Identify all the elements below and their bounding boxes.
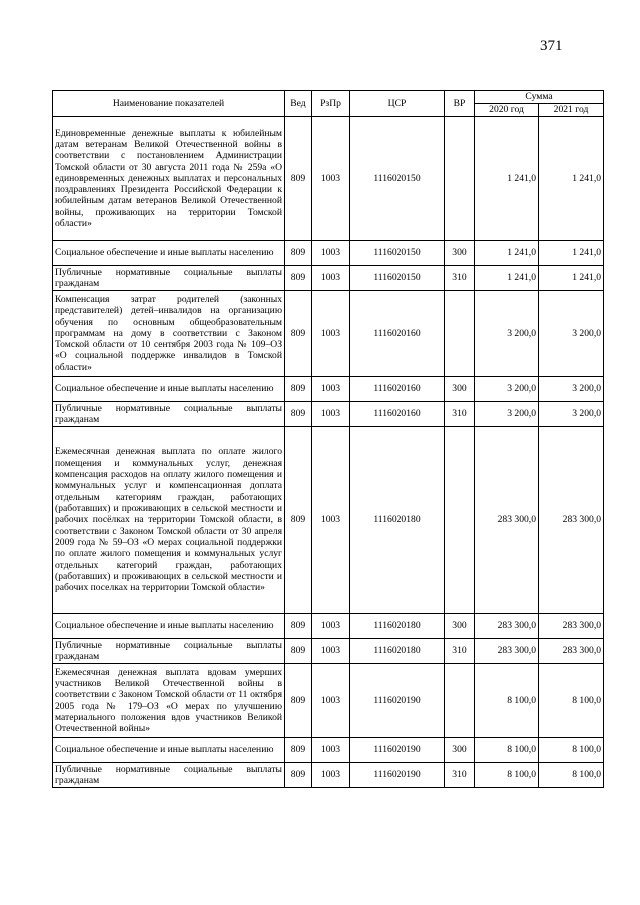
row-2020: 8 100,0 <box>475 664 539 738</box>
row-2020: 3 200,0 <box>475 291 539 377</box>
row-ved: 809 <box>285 241 312 266</box>
row-vr: 300 <box>445 738 475 763</box>
row-name: Публичные нормативные социальные выплаты гражданам <box>53 266 285 291</box>
table-row <box>53 763 604 788</box>
row-ved: 809 <box>285 614 312 639</box>
row-name: Публичные нормативные социальные выплаты гражданам <box>53 402 285 427</box>
row-rzpr: 1003 <box>312 738 350 763</box>
row-csr: 1116020160 <box>350 402 445 427</box>
row-2020: 1 241,0 <box>475 117 539 241</box>
row-vr <box>445 427 475 614</box>
row-name: Социальное обеспечение и иные выплаты населению <box>53 614 285 639</box>
row-2021: 8 100,0 <box>539 763 604 788</box>
row-vr: 300 <box>445 377 475 402</box>
row-rzpr: 1003 <box>312 266 350 291</box>
page-number: 371 <box>540 38 563 54</box>
row-vr: 310 <box>445 402 475 427</box>
row-name: Ежемесячная денежная выплата вдовам умерших участников Великой Отечественной войны в соответствии с Законом Томской области от 11 октября 2005 года № 179–ОЗ «О мерах по улучшению материального положения вдов участников Великой Отечественной войны» <box>53 664 285 738</box>
row-csr: 1116020190 <box>350 664 445 738</box>
row-2021: 1 241,0 <box>539 117 604 241</box>
row-2020: 3 200,0 <box>475 377 539 402</box>
row-2021: 1 241,0 <box>539 241 604 266</box>
row-2021: 3 200,0 <box>539 291 604 377</box>
row-2020: 283 300,0 <box>475 639 539 664</box>
row-2020: 1 241,0 <box>475 241 539 266</box>
header-ved: Вед <box>285 91 312 117</box>
row-2021: 8 100,0 <box>539 738 604 763</box>
row-csr: 1116020150 <box>350 117 445 241</box>
row-rzpr: 1003 <box>312 427 350 614</box>
row-ved: 809 <box>285 291 312 377</box>
row-name: Единовременные денежные выплаты к юбилейным датам ветеранам Великой Отечественной войны в соответствии с постановлением Администрации Томской области от 30 августа 2011 года № 259а «О единовременных денежных выплатах и персональных поздравлениях Президента Российской Федерации к юбилейным датам ветеранов Великой Отечественной войны, проживающих на территории Томской области» <box>53 117 285 241</box>
row-vr: 310 <box>445 639 475 664</box>
header-name: Наименование показателей <box>53 91 285 117</box>
row-2021: 283 300,0 <box>539 639 604 664</box>
header-sum: Сумма <box>475 91 604 104</box>
row-ved: 809 <box>285 266 312 291</box>
table-row <box>53 402 604 427</box>
header-rzpr: РзПр <box>312 91 350 117</box>
table-row <box>53 266 604 291</box>
row-csr: 1116020160 <box>350 291 445 377</box>
table-row <box>53 639 604 664</box>
row-csr: 1116020190 <box>350 738 445 763</box>
row-2021: 3 200,0 <box>539 402 604 427</box>
row-vr: 310 <box>445 266 475 291</box>
table-row <box>53 738 604 763</box>
row-ved: 809 <box>285 763 312 788</box>
header-csr: ЦСР <box>350 91 445 117</box>
row-csr: 1116020150 <box>350 266 445 291</box>
row-ved: 809 <box>285 664 312 738</box>
row-csr: 1116020180 <box>350 614 445 639</box>
header-2020: 2020 год <box>475 104 539 117</box>
row-csr: 1116020150 <box>350 241 445 266</box>
row-2021: 3 200,0 <box>539 377 604 402</box>
row-vr: 300 <box>445 614 475 639</box>
row-ved: 809 <box>285 427 312 614</box>
header-2021: 2021 год <box>539 104 604 117</box>
row-rzpr: 1003 <box>312 241 350 266</box>
row-csr: 1116020180 <box>350 639 445 664</box>
table-row <box>53 664 604 738</box>
row-2021: 283 300,0 <box>539 614 604 639</box>
row-csr: 1116020160 <box>350 377 445 402</box>
row-name: Ежемесячная денежная выплата по оплате жилого помещения и коммунальных услуг, денежная компенсация расходов на оплату жилого помещения и коммунальных услуг и компенсационная доплата отдельным категориям граждан, работающих (работавших) и проживающих в сельской местности и рабочих посёлках на территории Томской области, в соответствии с Законом Томской области от 30 апреля 2009 года № 59–ОЗ «О мерах социальной поддержки по оплате жилого помещения и коммунальных услуг отдельных категорий граждан, работающих (работавших) и проживающих в сельской местности и рабочих поселках на территории Томской области» <box>53 427 285 614</box>
row-2020: 3 200,0 <box>475 402 539 427</box>
row-vr <box>445 117 475 241</box>
row-csr: 1116020180 <box>350 427 445 614</box>
row-rzpr: 1003 <box>312 402 350 427</box>
row-2020: 8 100,0 <box>475 763 539 788</box>
row-rzpr: 1003 <box>312 291 350 377</box>
row-name: Социальное обеспечение и иные выплаты населению <box>53 738 285 763</box>
table-row <box>53 291 604 377</box>
row-ved: 809 <box>285 117 312 241</box>
row-rzpr: 1003 <box>312 614 350 639</box>
row-2020: 283 300,0 <box>475 614 539 639</box>
row-rzpr: 1003 <box>312 639 350 664</box>
row-rzpr: 1003 <box>312 763 350 788</box>
row-2020: 1 241,0 <box>475 266 539 291</box>
row-2020: 8 100,0 <box>475 738 539 763</box>
table-row <box>53 241 604 266</box>
budget-table <box>52 90 604 788</box>
row-2021: 1 241,0 <box>539 266 604 291</box>
row-ved: 809 <box>285 639 312 664</box>
row-ved: 809 <box>285 377 312 402</box>
row-ved: 809 <box>285 738 312 763</box>
row-rzpr: 1003 <box>312 377 350 402</box>
row-vr: 310 <box>445 763 475 788</box>
row-name: Публичные нормативные социальные выплаты гражданам <box>53 639 285 664</box>
row-name: Публичные нормативные социальные выплаты гражданам <box>53 763 285 788</box>
row-name: Компенсация затрат родителей (законных представителей) детей–инвалидов на организацию обучения по основным общеобразовательным программам на дому в соответствии с Законом Томской области от 10 сентября 2003 года № 109–ОЗ «О социальной поддержке инвалидов в Томской области» <box>53 291 285 377</box>
table-row <box>53 117 604 241</box>
header-vr: ВР <box>445 91 475 117</box>
row-ved: 809 <box>285 402 312 427</box>
table-row <box>53 377 604 402</box>
row-csr: 1116020190 <box>350 763 445 788</box>
table-row <box>53 614 604 639</box>
row-vr <box>445 291 475 377</box>
row-name: Социальное обеспечение и иные выплаты населению <box>53 241 285 266</box>
row-rzpr: 1003 <box>312 664 350 738</box>
row-2021: 8 100,0 <box>539 664 604 738</box>
row-2021: 283 300,0 <box>539 427 604 614</box>
table-row <box>53 427 604 614</box>
row-rzpr: 1003 <box>312 117 350 241</box>
row-vr <box>445 664 475 738</box>
row-2020: 283 300,0 <box>475 427 539 614</box>
row-vr: 300 <box>445 241 475 266</box>
row-name: Социальное обеспечение и иные выплаты населению <box>53 377 285 402</box>
